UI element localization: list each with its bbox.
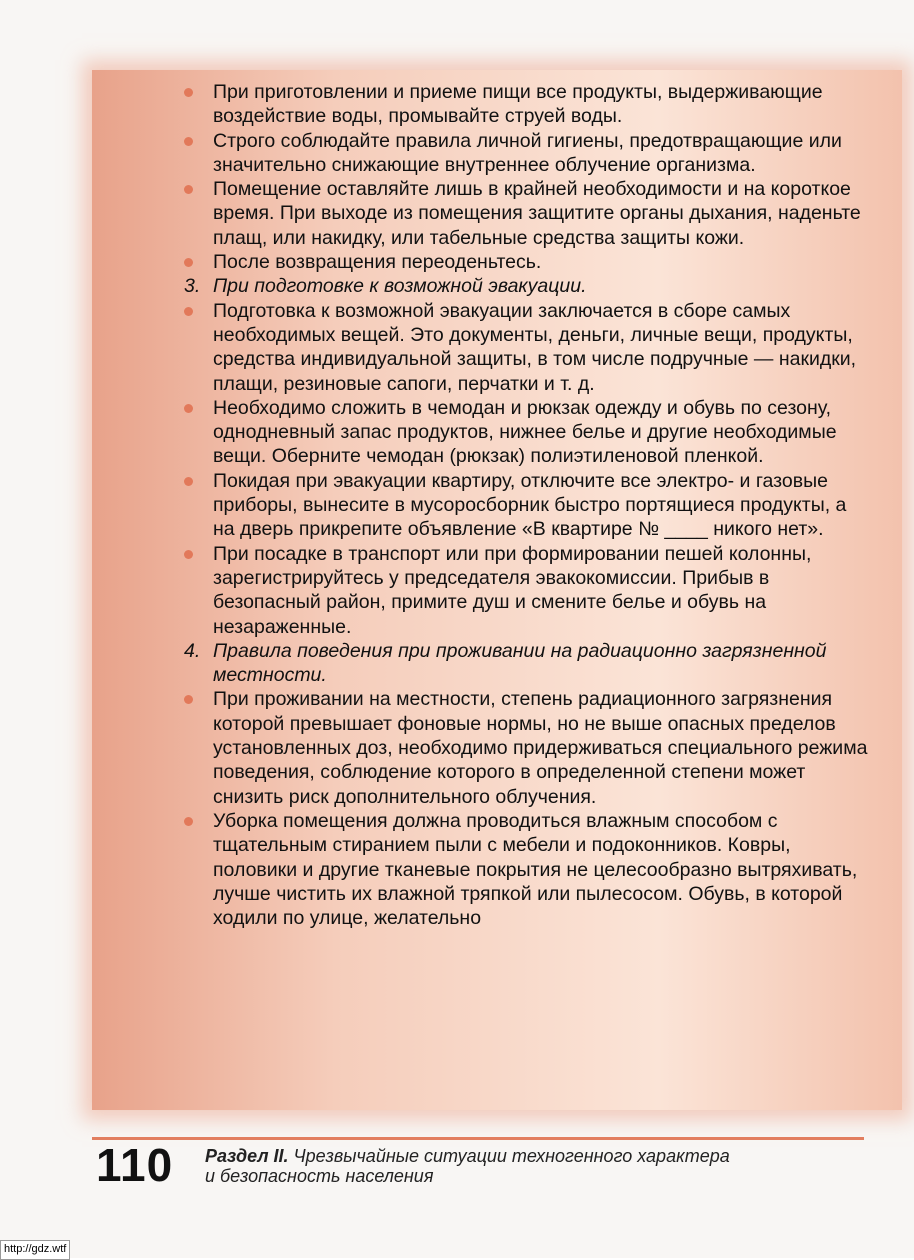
list-item: При посадке в транспорт или при формировании пешей колонны, зарегистрируйтесь у председателя эвакокомиссии. Прибыв в безопасный район, примите душ и смените белье и обувь на незараженные. [178,542,870,639]
section-heading: 3. При подготовке к возможной эвакуации. [184,275,587,298]
watermark-link[interactable]: http://gdz.wtf [0,1240,70,1260]
page-number: 110 [96,1139,174,1191]
bullet-icon [184,88,193,97]
bullet-icon [184,307,193,316]
list-item: Уборка помещения должна проводиться влажным способом с тщательным стиранием пыли с мебели и подоконников. Ковры, половики и другие тканевые покрытия не целесообразно вытряхивать, лучше чистить их влажной тряпкой или пылесосом. Обувь, в которой ходили по улице, желательно [178,809,870,930]
list-item: После возвращения переоденьтесь. [178,250,870,274]
list-item: Необходимо сложить в чемодан и рюкзак одежду и обувь по сезону, однодневный запас продуктов, нижнее белье и другие необходимые вещи. Оберните чемодан (рюкзак) полиэтиленовой пленкой. [178,396,870,469]
footer-divider [92,1137,864,1140]
bullet-icon [184,477,193,486]
list-item: Помещение оставляйте лишь в крайней необходимости и на короткое время. При выходе из помещения защитите органы дыхания, наденьте плащ, или накидку, или табельные средства защиты кожи. [178,177,870,250]
bullet-icon [184,258,193,267]
bullet-icon [184,185,193,194]
section-label: Раздел II. [205,1146,289,1166]
bullet-icon [184,695,193,704]
bullet-icon [184,404,193,413]
list-item: Покидая при эвакуации квартиру, отключите все электро- и газовые приборы, вынесите в мусоросборник быстро портящиеся продукты, а на дверь прикрепите объявление «В квартире № ____ никого нет». [178,469,870,542]
list-item: Подготовка к возможной эвакуации заключается в сборе самых необходимых вещей. Это документы, деньги, личные вещи, продукты, средства индивидуальной защиты, в том числе подручные — накидки, плащи, резиновые сапоги, перчатки и т. д. [178,299,870,396]
section-heading: 4. Правила поведения при проживании на радиационно загрязненной местности. [184,639,827,687]
bullet-icon [184,137,193,146]
section-title-line1: Чрезвычайные ситуации техногенного характера [293,1146,730,1166]
list-item: При проживании на местности, степень радиационного загрязнения которой превышает фоновые нормы, но не выше опасных пределов установленных доз, необходимо придерживаться специального режима поведения, соблюдение которого в определенной степени может снизить риск дополнительного облучения. [178,687,870,808]
section-title-line2: и безопасность населения [205,1166,434,1186]
running-footer [205,1146,825,1186]
bullet-icon [184,550,193,559]
list-item: Строго соблюдайте правила личной гигиены, предотвращающие или значительно снижающие внутреннее облучение организма. [178,129,870,178]
main-text [178,80,870,930]
list-item: При приготовлении и приеме пищи все продукты, выдерживающие воздействие воды, промывайте струей воды. [178,80,870,129]
bullet-icon [184,817,193,826]
